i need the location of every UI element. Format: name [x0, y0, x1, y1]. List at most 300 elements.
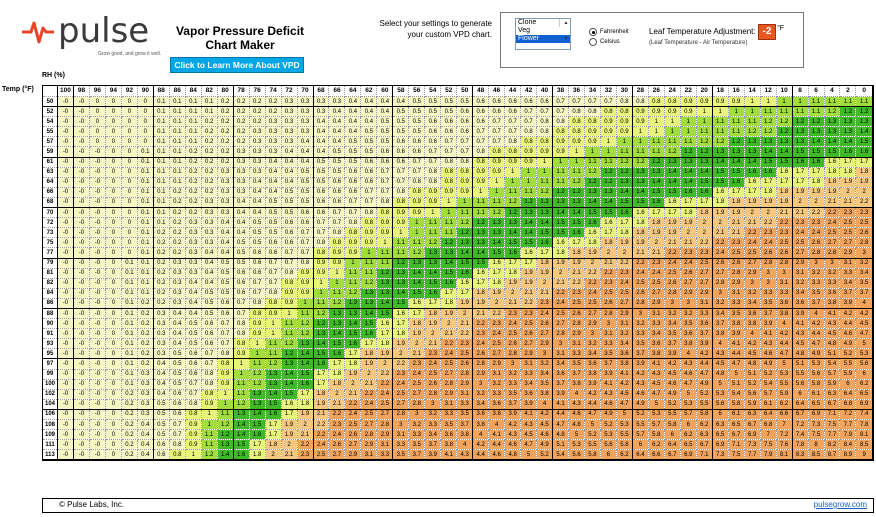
vpd-cell: 1 — [744, 97, 760, 107]
vpd-cell: 3.6 — [553, 369, 569, 379]
vpd-cell: 0.3 — [169, 288, 185, 298]
table-row — [43, 329, 873, 339]
table-row — [43, 127, 873, 137]
vpd-cell: 0 — [105, 329, 121, 339]
vpd-cell: 1.5 — [265, 399, 281, 409]
vpd-cell: 2.2 — [808, 208, 824, 218]
vpd-cell: 1.7 — [776, 177, 792, 187]
vpd-cell: 0.8 — [457, 157, 473, 167]
vpd-cell: 1 — [632, 127, 648, 137]
vpd-cell: 0.8 — [233, 329, 249, 339]
vpd-cell: 0.5 — [169, 359, 185, 369]
vpd-cell: 0.1 — [137, 268, 153, 278]
vpd-cell: 2.9 — [361, 440, 377, 450]
vpd-cell: 1.1 — [840, 97, 856, 107]
vpd-cell: 4.3 — [792, 329, 808, 339]
vpd-cell: 0.8 — [537, 117, 553, 127]
vpd-cell: 0.9 — [329, 248, 345, 258]
vpd-cell: 2.7 — [680, 278, 696, 288]
vpd-cell: 0.3 — [217, 167, 233, 177]
vpd-cell: 0.4 — [169, 308, 185, 318]
vpd-cell: -0 — [58, 147, 74, 157]
vpd-cell: 3 — [680, 298, 696, 308]
vpd-cell: 1.1 — [361, 258, 377, 268]
vpd-cell: 1.7 — [409, 308, 425, 318]
vpd-cell: 0.6 — [313, 187, 329, 197]
vpd-cell: 5 — [648, 399, 664, 409]
website-link[interactable]: pulsegrow.com — [813, 500, 867, 509]
vpd-cell: 4.5 — [824, 329, 840, 339]
pulse-logo — [22, 11, 150, 51]
vpd-cell: 1.1 — [856, 97, 873, 107]
vpd-cell: 3.4 — [856, 268, 873, 278]
stage-option-veg[interactable]: Veg — [518, 27, 531, 34]
vpd-cell: 0 — [105, 450, 121, 460]
vpd-cell: 0.1 — [153, 107, 169, 117]
vpd-cell: 4.5 — [856, 319, 873, 329]
vpd-cell: 0.8 — [521, 137, 537, 147]
vpd-cell: 1.1 — [441, 218, 457, 228]
vpd-cell: 1.1 — [473, 197, 489, 207]
vpd-cell: 1.9 — [473, 298, 489, 308]
vpd-cell: 0.2 — [153, 298, 169, 308]
vpd-cell: 2.3 — [409, 359, 425, 369]
vpd-cell: 5.2 — [600, 420, 616, 430]
vpd-cell: 3.1 — [361, 450, 377, 460]
vpd-cell: 3 — [473, 379, 489, 389]
vpd-cell: 6.2 — [680, 430, 696, 440]
vpd-cell: 3.1 — [648, 308, 664, 318]
vpd-cell: -0 — [58, 308, 74, 318]
vpd-cell: 1.7 — [696, 197, 712, 207]
vpd-cell: 0.9 — [600, 117, 616, 127]
vpd-cell: 0.5 — [153, 409, 169, 419]
vpd-cell: 1.4 — [856, 127, 873, 137]
vpd-cell: 1.2 — [728, 137, 744, 147]
vpd-cell: 0.7 — [361, 187, 377, 197]
vpd-cell: 0.5 — [425, 107, 441, 117]
vpd-cell: 4.4 — [584, 399, 600, 409]
vpd-cell: 1.8 — [329, 369, 345, 379]
vpd-cell: 0.4 — [169, 339, 185, 349]
vpd-cell: 0.4 — [233, 208, 249, 218]
vpd-cell: 1 — [329, 268, 345, 278]
vpd-cell: 0.4 — [137, 420, 153, 430]
vpd-cell: 6.2 — [648, 440, 664, 450]
vpd-cell: 0.5 — [233, 248, 249, 258]
vpd-cell: 6.7 — [824, 399, 840, 409]
vpd-cell: 0 — [105, 349, 121, 359]
vpd-cell: 1 — [185, 450, 201, 460]
vpd-cell: 1.2 — [505, 208, 521, 218]
vpd-cell: 3.2 — [632, 319, 648, 329]
vpd-cell: 0.7 — [377, 187, 393, 197]
vpd-cell: 0.1 — [121, 298, 137, 308]
vpd-cell: 5.1 — [792, 359, 808, 369]
vpd-cell: 0.7 — [281, 258, 297, 268]
vpd-cell: 0.1 — [121, 329, 137, 339]
vpd-cell: 3.5 — [680, 319, 696, 329]
vpd-cell: 0.5 — [329, 157, 345, 167]
vpd-cell: 0.3 — [233, 157, 249, 167]
vpd-cell: 3.3 — [393, 440, 409, 450]
vpd-cell: 4.4 — [728, 349, 744, 359]
vpd-cell: 5 — [680, 389, 696, 399]
vpd-cell: 3.2 — [664, 308, 680, 318]
vpd-cell: 0.6 — [425, 137, 441, 147]
vpd-cell: 0.7 — [441, 147, 457, 157]
vpd-cell: 2.8 — [856, 238, 873, 248]
vpd-cell: 1.6 — [856, 147, 873, 157]
vpd-cell: 1.8 — [345, 359, 361, 369]
vpd-cell: 0.6 — [201, 339, 217, 349]
vpd-cell: 5.5 — [664, 409, 680, 419]
vpd-cell: 0.5 — [233, 258, 249, 268]
vpd-cell: 1.6 — [361, 329, 377, 339]
vpd-cell: 1.4 — [361, 308, 377, 318]
growth-stage-listbox[interactable] — [515, 18, 571, 50]
table-row — [43, 97, 873, 107]
vpd-cell: 0.6 — [329, 177, 345, 187]
vpd-cell: 2 — [377, 359, 393, 369]
vpd-cell: 4.4 — [473, 450, 489, 460]
vpd-cell: 1.2 — [776, 127, 792, 137]
vpd-cell: 0.6 — [233, 268, 249, 278]
vpd-cell: 6.9 — [856, 399, 873, 409]
rh-header-cell: 26 — [648, 86, 664, 97]
vpd-cell: -0 — [58, 409, 74, 419]
vpd-cell: 0.7 — [409, 167, 425, 177]
vpd-cell: 6.5 — [808, 399, 824, 409]
vpd-cell: 0.8 — [201, 389, 217, 399]
vpd-cell: 6 — [792, 389, 808, 399]
vpd-cell: 1.5 — [233, 440, 249, 450]
vpd-cell: 2.5 — [361, 409, 377, 419]
vpd-cell: 1.2 — [600, 177, 616, 187]
vpd-cell: 0.6 — [505, 97, 521, 107]
vpd-cell: 1.5 — [696, 177, 712, 187]
vpd-cell: 2.8 — [425, 389, 441, 399]
vpd-cell: 0.7 — [489, 127, 505, 137]
vpd-cell: 0.1 — [121, 379, 137, 389]
vpd-cell: -0 — [73, 278, 89, 288]
vpd-cell: 1.2 — [776, 117, 792, 127]
vpd-cell: 1.6 — [648, 197, 664, 207]
vpd-cell: 6.1 — [760, 399, 776, 409]
vpd-cell: 1.3 — [696, 157, 712, 167]
temp-row-header: 84 — [43, 288, 58, 298]
vpd-cell: 0.9 — [377, 228, 393, 238]
vpd-cell: 1.4 — [281, 379, 297, 389]
vpd-cell: 0.2 — [217, 97, 233, 107]
vpd-cell: 1.5 — [728, 167, 744, 177]
vpd-cell: 1.7 — [345, 349, 361, 359]
vpd-cell: 4.7 — [728, 359, 744, 369]
vpd-cell: 1 — [441, 208, 457, 218]
vpd-cell: 2.8 — [776, 258, 792, 268]
vpd-cell: 1.1 — [489, 197, 505, 207]
vpd-cell: 2.4 — [361, 399, 377, 409]
vpd-cell: 1.8 — [840, 167, 856, 177]
vpd-cell: 1.4 — [808, 137, 824, 147]
vpd-cell: 1 — [600, 137, 616, 147]
learn-more-button[interactable]: Click to Learn More About VPD — [170, 57, 304, 73]
vpd-cell: 1.7 — [744, 187, 760, 197]
rh-header-cell: 66 — [329, 86, 345, 97]
vpd-cell: 0.4 — [185, 308, 201, 318]
vpd-cell: 1.8 — [616, 228, 632, 238]
vpd-cell: 4.3 — [632, 379, 648, 389]
vpd-cell: 1.4 — [648, 177, 664, 187]
vpd-cell: 2.9 — [457, 379, 473, 389]
vpd-cell: -0 — [89, 298, 105, 308]
vpd-cell: -0 — [73, 137, 89, 147]
vpd-cell: 0.6 — [233, 288, 249, 298]
vpd-cell: 1.5 — [425, 278, 441, 288]
vpd-cell: 1.9 — [505, 278, 521, 288]
vpd-cell: 5.5 — [584, 440, 600, 450]
vpd-cell: 0.2 — [233, 107, 249, 117]
vpd-cell: -0 — [73, 167, 89, 177]
vpd-cell: 0.6 — [217, 298, 233, 308]
vpd-cell: 1.2 — [329, 298, 345, 308]
vpd-cell: 2.5 — [616, 288, 632, 298]
vpd-cell: -0 — [73, 258, 89, 268]
vpd-cell: 1.1 — [457, 208, 473, 218]
vpd-cell: 4.7 — [808, 339, 824, 349]
vpd-cell: 2.7 — [696, 278, 712, 288]
fahrenheit-radio[interactable] — [589, 28, 629, 36]
stage-option-flower[interactable]: Flower — [516, 35, 570, 43]
vpd-cell: 0.6 — [457, 127, 473, 137]
vpd-cell: -0 — [73, 359, 89, 369]
vpd-cell: 1.6 — [600, 218, 616, 228]
vpd-cell: -0 — [58, 197, 74, 207]
vpd-cell: 1.3 — [265, 379, 281, 389]
vpd-cell: 2.1 — [361, 379, 377, 389]
vpd-cell: 2 — [505, 288, 521, 298]
vpd-cell: 9 — [856, 450, 873, 460]
vpd-cell: 0.6 — [393, 147, 409, 157]
vpd-cell: 0.7 — [425, 157, 441, 167]
vpd-cell: 4.2 — [505, 420, 521, 430]
vpd-cell: 2.6 — [537, 319, 553, 329]
vpd-cell: 5.1 — [553, 440, 569, 450]
vpd-cell: -0 — [58, 288, 74, 298]
vpd-cell: 1.4 — [553, 208, 569, 218]
table-row — [43, 167, 873, 177]
vpd-cell: 0.6 — [329, 187, 345, 197]
vpd-cell: 0.9 — [313, 268, 329, 278]
vpd-cell: -0 — [58, 278, 74, 288]
vpd-cell: 1.4 — [441, 258, 457, 268]
vpd-cell: 6.4 — [840, 389, 856, 399]
vpd-cell: -0 — [89, 157, 105, 167]
vpd-cell: 1 — [569, 147, 585, 157]
vpd-cell: 0.9 — [616, 127, 632, 137]
vpd-cell: 6.4 — [632, 450, 648, 460]
vpd-cell: 1.2 — [457, 218, 473, 228]
vpd-cell: 1.9 — [712, 208, 728, 218]
vpd-cell: 4.8 — [744, 359, 760, 369]
vpd-cell: 1.4 — [249, 409, 265, 419]
rh-header-cell: 28 — [632, 86, 648, 97]
rh-header-cell: 90 — [137, 86, 153, 97]
vpd-cell: 0.9 — [377, 218, 393, 228]
vpd-cell: 0.8 — [377, 197, 393, 207]
vpd-cell: 1.2 — [584, 167, 600, 177]
vpd-cell: 0.5 — [265, 208, 281, 218]
vpd-cell: 1.9 — [393, 339, 409, 349]
vpd-cell: 1 — [696, 107, 712, 117]
vpd-cell: 2.8 — [377, 420, 393, 430]
vpd-cell: 0.5 — [361, 147, 377, 157]
vpd-cell: 0.7 — [249, 288, 265, 298]
vpd-cell: 5.9 — [824, 379, 840, 389]
vpd-cell: 1.3 — [345, 308, 361, 318]
rh-header-cell: 48 — [473, 86, 489, 97]
vpd-cell: 0.8 — [425, 167, 441, 177]
vpd-cell: -0 — [89, 369, 105, 379]
vpd-cell: 3 — [824, 258, 840, 268]
vpd-cell: 1.2 — [281, 339, 297, 349]
vpd-cell: 3.7 — [840, 288, 856, 298]
vpd-cell: 1 — [473, 187, 489, 197]
vpd-cell: 0.4 — [153, 359, 169, 369]
vpd-cell: 2.2 — [393, 359, 409, 369]
vpd-cell: 1.2 — [537, 187, 553, 197]
vpd-cell: 2.5 — [776, 238, 792, 248]
leaf-adjust-input[interactable]: -2 — [758, 24, 776, 40]
vpd-cell: 0.9 — [409, 208, 425, 218]
vpd-cell: 2.3 — [457, 339, 473, 349]
vpd-cell: 5 — [728, 369, 744, 379]
vpd-cell: 0.3 — [297, 97, 313, 107]
vpd-cell: 2.3 — [297, 450, 313, 460]
vpd-cell: 4.6 — [664, 379, 680, 389]
vpd-cell: 3.7 — [553, 379, 569, 389]
vpd-cell: 2.4 — [313, 440, 329, 450]
vpd-cell: 0.5 — [185, 339, 201, 349]
vpd-cell: -0 — [73, 107, 89, 117]
vpd-cell: 3.3 — [600, 339, 616, 349]
vpd-cell: 6.9 — [712, 440, 728, 450]
vpd-cell: 0.2 — [137, 339, 153, 349]
vpd-cell: 5.7 — [648, 420, 664, 430]
vpd-cell: 0.7 — [489, 137, 505, 147]
vpd-cell: 0.9 — [489, 157, 505, 167]
vpd-cell: 0.5 — [153, 399, 169, 409]
vpd-cell: 0 — [105, 208, 121, 218]
vpd-cell: 3.3 — [489, 389, 505, 399]
stage-option-clone[interactable]: Clone — [518, 19, 537, 26]
rh-header-cell: 86 — [169, 86, 185, 97]
vpd-cell: 1.3 — [505, 218, 521, 228]
vpd-cell: 3.1 — [377, 440, 393, 450]
vpd-cell: 6.2 — [856, 379, 873, 389]
vpd-cell: 0.7 — [281, 248, 297, 258]
vpd-cell: 7.6 — [776, 440, 792, 450]
vpd-cell: 0.4 — [185, 298, 201, 308]
vpd-cell: 2.7 — [553, 319, 569, 329]
vpd-cell: 1.8 — [728, 197, 744, 207]
vpd-cell: 0.5 — [265, 197, 281, 207]
vpd-cell: 0.3 — [169, 278, 185, 288]
vpd-cell: 4.6 — [680, 369, 696, 379]
vpd-cell: 1.1 — [712, 117, 728, 127]
vpd-cell: 1 — [648, 127, 664, 137]
vpd-cell: 0.9 — [217, 379, 233, 389]
listbox-scrollbar[interactable]: ▲ ▼ — [559, 19, 570, 27]
vpd-cell: 2.7 — [792, 248, 808, 258]
vpd-cell: 4.6 — [760, 349, 776, 359]
vpd-cell: 2 — [281, 440, 297, 450]
vpd-cell: 0.2 — [153, 258, 169, 268]
vpd-cell: 5 — [584, 420, 600, 430]
vpd-cell: 1.7 — [361, 339, 377, 349]
vpd-cell: 1.3 — [361, 288, 377, 298]
vpd-cell: 0.7 — [345, 208, 361, 218]
vpd-cell: 2.2 — [776, 218, 792, 228]
vpd-cell: 0.5 — [361, 137, 377, 147]
table-row — [43, 409, 873, 419]
vpd-cell: 1.3 — [616, 177, 632, 187]
vpd-cell: 1.7 — [425, 298, 441, 308]
vpd-cell: -0 — [89, 379, 105, 389]
vpd-cell: 2.3 — [600, 278, 616, 288]
vpd-cell: 4.8 — [569, 420, 585, 430]
vpd-cell: 0.5 — [345, 157, 361, 167]
vpd-cell: -0 — [58, 359, 74, 369]
vpd-cell: 4.9 — [696, 379, 712, 389]
vpd-cell: 1.7 — [473, 278, 489, 288]
vpd-cell: 1 — [632, 137, 648, 147]
vpd-cell: 2.2 — [377, 379, 393, 389]
vpd-cell: 5.3 — [680, 399, 696, 409]
vpd-cell: 5.9 — [776, 389, 792, 399]
vpd-cell: 0.4 — [153, 379, 169, 389]
temp-row-header: 93 — [43, 339, 58, 349]
vpd-cell: 1.6 — [616, 208, 632, 218]
vpd-cell: 3.5 — [808, 288, 824, 298]
vpd-cell: 1.1 — [824, 97, 840, 107]
vpd-cell: 4.7 — [616, 399, 632, 409]
vpd-cell: -0 — [89, 308, 105, 318]
vpd-cell: 1.4 — [473, 248, 489, 258]
celsius-radio[interactable] — [589, 38, 620, 46]
vpd-cell: 4.5 — [744, 349, 760, 359]
vpd-cell: 0.4 — [265, 167, 281, 177]
vpd-cell: 0.4 — [153, 389, 169, 399]
vpd-cell: 2.4 — [584, 288, 600, 298]
vpd-cell: 0.2 — [217, 107, 233, 117]
vpd-cell: 0.6 — [345, 177, 361, 187]
vpd-cell: 2.5 — [457, 349, 473, 359]
vpd-cell: 1.4 — [728, 157, 744, 167]
vpd-cell: -0 — [73, 177, 89, 187]
vpd-cell: 4.9 — [600, 409, 616, 419]
rh-header-cell: 74 — [265, 86, 281, 97]
vpd-cell: 3 — [760, 278, 776, 288]
vpd-cell: 1.2 — [616, 167, 632, 177]
vpd-cell: 2.6 — [808, 238, 824, 248]
vpd-cell: 0.2 — [217, 157, 233, 167]
vpd-cell: 0.3 — [297, 107, 313, 117]
vpd-cell: 0.2 — [233, 137, 249, 147]
vpd-cell: 0.6 — [185, 359, 201, 369]
vpd-cell: 3.2 — [680, 308, 696, 318]
vpd-cell: 4.7 — [696, 369, 712, 379]
